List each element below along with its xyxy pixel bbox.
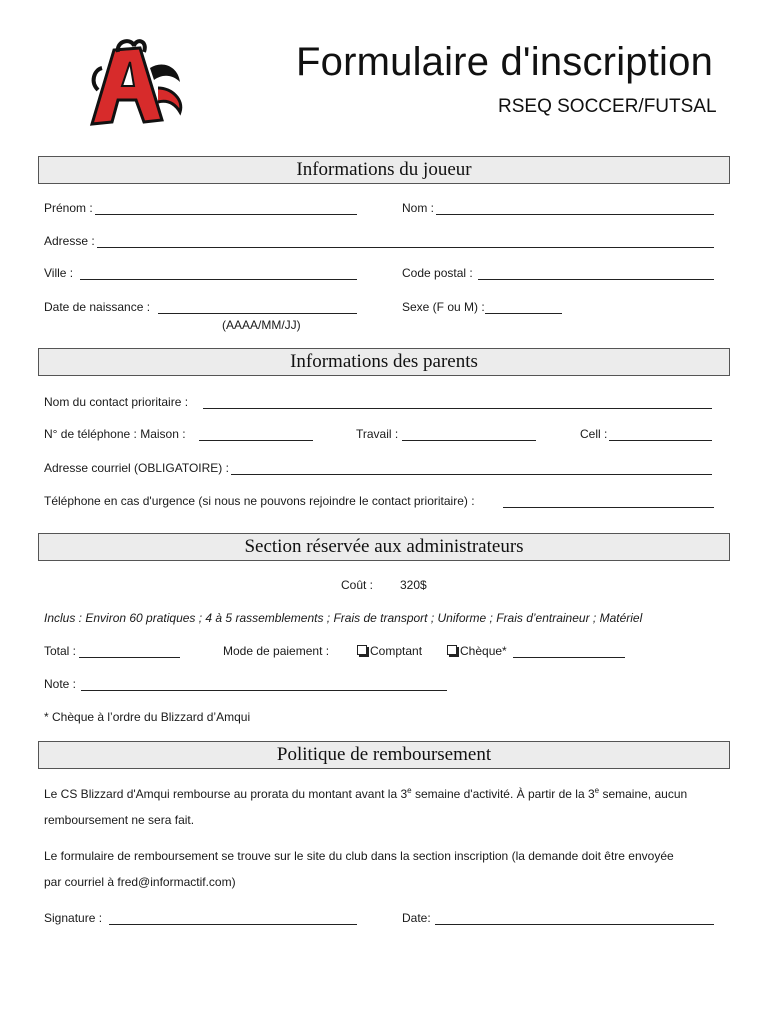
note-field[interactable] bbox=[81, 690, 447, 691]
phone-home-field[interactable] bbox=[199, 440, 313, 441]
cost-value: 320$ bbox=[400, 578, 427, 592]
includes-text: Inclus : Environ 60 pratiques ; 4 à 5 rassemblements ; Frais de transport ; Uniforme ; Frais d’entraineur ; Matériel bbox=[44, 611, 643, 625]
cost-label: Coût : bbox=[341, 578, 374, 592]
refund-paragraph-1-line2: remboursement ne sera fait. bbox=[44, 813, 195, 827]
signature-field[interactable] bbox=[109, 924, 357, 925]
cheque-order-note: * Chèque à l’ordre du Blizzard d’Amqui bbox=[44, 710, 251, 724]
email-field[interactable] bbox=[231, 474, 712, 475]
section-parents-header: Informations des parents bbox=[38, 348, 730, 376]
total-label: Total : bbox=[44, 644, 77, 658]
last-name-label: Nom : bbox=[402, 201, 435, 215]
phone-work-label: Travail : bbox=[356, 427, 399, 441]
signature-date-field[interactable] bbox=[435, 924, 714, 925]
city-label: Ville : bbox=[44, 266, 74, 280]
note-label: Note : bbox=[44, 677, 77, 691]
first-name-label: Prénom : bbox=[44, 201, 93, 215]
cash-label: Comptant bbox=[370, 644, 423, 658]
priority-contact-label: Nom du contact prioritaire : bbox=[44, 395, 189, 409]
form-title: Formulaire d'inscription bbox=[296, 40, 714, 84]
section-admin-header: Section réservée aux administrateurs bbox=[38, 533, 730, 561]
refund-paragraph-2: Le formulaire de remboursement se trouve sur le site du club dans la section inscription (la demande doit être envoyée bbox=[44, 849, 674, 863]
first-name-field[interactable] bbox=[95, 214, 357, 215]
birthdate-field[interactable] bbox=[158, 313, 357, 314]
form-subtitle: RSEQ SOCCER/FUTSAL bbox=[498, 96, 717, 117]
refund-paragraph-2-line2: par courriel à fred@informactif.com) bbox=[44, 875, 236, 889]
phone-home-label: N° de téléphone : Maison : bbox=[44, 427, 186, 441]
birthdate-label: Date de naissance : bbox=[44, 300, 151, 314]
phone-cell-label: Cell : bbox=[580, 427, 608, 441]
emergency-phone-label: Téléphone en cas d'urgence (si nous ne pouvons rejoindre le contact prioritaire) : bbox=[44, 494, 475, 508]
section-refund-header: Politique de remboursement bbox=[38, 741, 730, 769]
phone-cell-field[interactable] bbox=[609, 440, 712, 441]
signature-date-label: Date: bbox=[402, 911, 431, 925]
cheque-field[interactable] bbox=[513, 657, 625, 658]
sex-field[interactable] bbox=[485, 313, 562, 314]
postal-code-label: Code postal : bbox=[402, 266, 473, 280]
city-field[interactable] bbox=[80, 279, 357, 280]
signature-label: Signature : bbox=[44, 911, 103, 925]
total-field[interactable] bbox=[79, 657, 180, 658]
section-player-header: Informations du joueur bbox=[38, 156, 730, 184]
club-logo bbox=[88, 38, 190, 130]
postal-code-field[interactable] bbox=[478, 279, 714, 280]
sex-label: Sexe (F ou M) : bbox=[402, 300, 485, 314]
last-name-field[interactable] bbox=[436, 214, 714, 215]
cash-checkbox[interactable] bbox=[357, 645, 367, 655]
phone-work-field[interactable] bbox=[402, 440, 536, 441]
refund-paragraph-1: Le CS Blizzard d'Amqui rembourse au prorata du montant avant la 3e semaine d'activité. À partir de la 3e semaine, aucun bbox=[44, 786, 688, 801]
email-label: Adresse courriel (OBLIGATOIRE) : bbox=[44, 461, 229, 475]
cheque-label: Chèque* bbox=[460, 644, 507, 658]
address-field[interactable] bbox=[97, 247, 714, 248]
priority-contact-field[interactable] bbox=[203, 408, 712, 409]
cheque-checkbox[interactable] bbox=[447, 645, 457, 655]
emergency-phone-field[interactable] bbox=[503, 507, 714, 508]
date-format-hint: (AAAA/MM/JJ) bbox=[222, 318, 301, 332]
payment-mode-label: Mode de paiement : bbox=[223, 644, 330, 658]
address-label: Adresse : bbox=[44, 234, 95, 248]
